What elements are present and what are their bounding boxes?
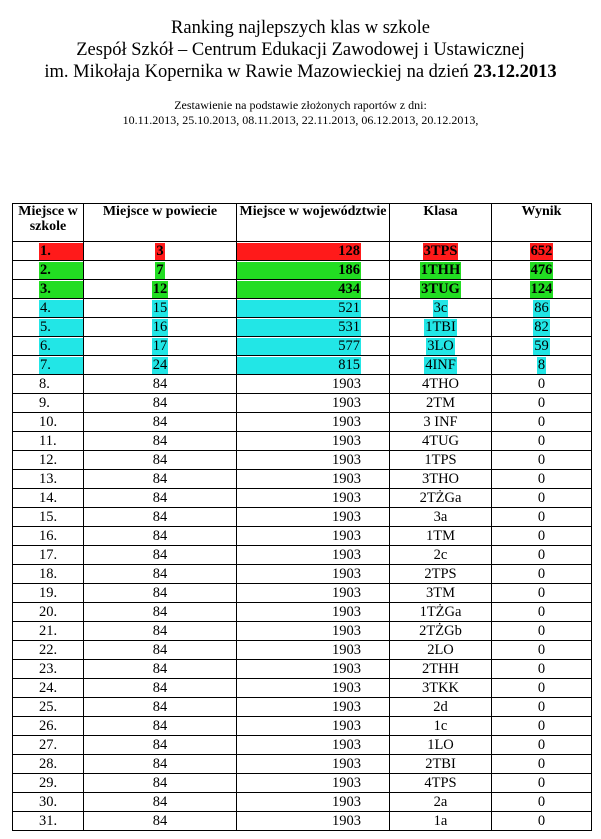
cell-place: 22. [13, 641, 84, 660]
cell-class: 1LO [390, 736, 492, 755]
cell-voivodeship-place [237, 337, 390, 356]
table-row [13, 432, 592, 451]
cell-voivodeship-place: 1903 [237, 622, 390, 641]
cell-place: 9. [13, 394, 84, 413]
table-body [13, 242, 592, 831]
cell-class-highlight: 3LO [427, 337, 454, 354]
table-header-row [13, 204, 592, 242]
cell-place: 19. [13, 584, 84, 603]
cell-score-highlight: 86 [534, 299, 549, 316]
cell-place: 20. [13, 603, 84, 622]
cell-county-place: 84 [84, 413, 237, 432]
cell-score: 0 [492, 413, 592, 432]
cell-county-place: 84 [84, 508, 237, 527]
cell-voivodeship-place: 1903 [237, 679, 390, 698]
table-row [13, 603, 592, 622]
cell-score: 0 [492, 812, 592, 831]
cell-voivodeship-place [237, 242, 390, 261]
ranking-date: 23.12.2013 [473, 62, 557, 82]
table-row [13, 641, 592, 660]
cell-score: 0 [492, 470, 592, 489]
cell-score: 0 [492, 432, 592, 451]
cell-voivodeship-place: 1903 [237, 432, 390, 451]
cell-voivodeship-place [237, 261, 390, 280]
cell-county-place: 84 [84, 812, 237, 831]
cell-place: 12. [13, 451, 84, 470]
cell-voivodeship-place-highlight: 531 [237, 319, 361, 336]
table-row [13, 546, 592, 565]
cell-class-highlight: 1THH [420, 261, 461, 278]
table-row [13, 565, 592, 584]
table-row [13, 793, 592, 812]
table-row [13, 470, 592, 489]
cell-voivodeship-place: 1903 [237, 394, 390, 413]
cell-voivodeship-place: 1903 [237, 413, 390, 432]
cell-score-highlight: 59 [534, 337, 549, 354]
cell-county-place: 84 [84, 717, 237, 736]
report-note-line-1: Zestawienie na podstawie złożonych raportów z dni: [174, 98, 427, 112]
table-row [13, 755, 592, 774]
cell-score: 0 [492, 527, 592, 546]
cell-class: 1TM [390, 527, 492, 546]
cell-county-place: 84 [84, 394, 237, 413]
table-row [13, 736, 592, 755]
cell-class: 3a [390, 508, 492, 527]
header-place-school: Miejsce w szkole [13, 204, 84, 242]
cell-score: 0 [492, 660, 592, 679]
table-row [13, 394, 592, 413]
table-row [13, 698, 592, 717]
cell-score: 0 [492, 584, 592, 603]
table-row [13, 337, 592, 356]
cell-score [492, 242, 592, 261]
cell-score [492, 337, 592, 356]
cell-voivodeship-place: 1903 [237, 546, 390, 565]
title-line-2: Zespół Szkół – Centrum Edukacji Zawodowej i Ustawicznej [76, 40, 525, 60]
cell-place [13, 337, 84, 356]
cell-class: 2TŻGa [390, 489, 492, 508]
cell-voivodeship-place: 1903 [237, 774, 390, 793]
table-row [13, 375, 592, 394]
table-row [13, 356, 592, 375]
cell-score [492, 261, 592, 280]
cell-score [492, 356, 592, 375]
table-row [13, 451, 592, 470]
header-place-county: Miejsce w powiecie [84, 204, 237, 242]
cell-place: 29. [13, 774, 84, 793]
title-line-3 [0, 61, 601, 83]
cell-voivodeship-place: 1903 [237, 375, 390, 394]
cell-place [13, 299, 84, 318]
cell-place-highlight: 1. [39, 243, 83, 260]
cell-county-place: 84 [84, 584, 237, 603]
cell-voivodeship-place: 1903 [237, 508, 390, 527]
cell-place [13, 261, 84, 280]
cell-voivodeship-place [237, 356, 390, 375]
cell-score: 0 [492, 603, 592, 622]
cell-place: 26. [13, 717, 84, 736]
table-row [13, 527, 592, 546]
cell-place: 8. [13, 375, 84, 394]
cell-county-place: 84 [84, 489, 237, 508]
cell-voivodeship-place: 1903 [237, 603, 390, 622]
document-header [0, 17, 601, 128]
cell-score: 0 [492, 679, 592, 698]
cell-county-place [84, 299, 237, 318]
table-row [13, 717, 592, 736]
table-row [13, 584, 592, 603]
cell-place: 27. [13, 736, 84, 755]
cell-class [390, 261, 492, 280]
table-row [13, 660, 592, 679]
cell-county-place: 84 [84, 660, 237, 679]
cell-voivodeship-place: 1903 [237, 660, 390, 679]
table-row [13, 318, 592, 337]
cell-place: 16. [13, 527, 84, 546]
cell-score: 0 [492, 755, 592, 774]
cell-place: 15. [13, 508, 84, 527]
cell-class: 2TŻGb [390, 622, 492, 641]
cell-score-highlight: 82 [534, 318, 549, 335]
cell-place-highlight: 2. [39, 262, 83, 279]
cell-class [390, 356, 492, 375]
cell-class: 1TPS [390, 451, 492, 470]
cell-county-place-highlight: 12 [152, 280, 168, 297]
cell-place-highlight: 4. [39, 300, 83, 317]
cell-score: 0 [492, 793, 592, 812]
cell-place-highlight: 3. [39, 281, 83, 298]
cell-county-place: 84 [84, 565, 237, 584]
cell-score: 0 [492, 622, 592, 641]
cell-class-highlight: 4INF [425, 356, 456, 373]
cell-score [492, 318, 592, 337]
cell-class: 2a [390, 793, 492, 812]
cell-class: 2TM [390, 394, 492, 413]
cell-class: 2TBI [390, 755, 492, 774]
cell-score [492, 280, 592, 299]
table-row [13, 261, 592, 280]
cell-score: 0 [492, 717, 592, 736]
cell-voivodeship-place: 1903 [237, 470, 390, 489]
cell-county-place: 84 [84, 641, 237, 660]
cell-county-place-highlight: 3 [156, 242, 164, 259]
cell-county-place: 84 [84, 603, 237, 622]
cell-class: 2LO [390, 641, 492, 660]
cell-voivodeship-place [237, 280, 390, 299]
cell-county-place [84, 261, 237, 280]
cell-place-highlight: 7. [39, 357, 83, 374]
cell-voivodeship-place: 1903 [237, 584, 390, 603]
cell-score: 0 [492, 451, 592, 470]
cell-score: 0 [492, 736, 592, 755]
cell-place [13, 356, 84, 375]
cell-place: 31. [13, 812, 84, 831]
table-row [13, 242, 592, 261]
cell-county-place: 84 [84, 793, 237, 812]
cell-place [13, 280, 84, 299]
cell-voivodeship-place-highlight: 815 [237, 357, 361, 374]
cell-county-place: 84 [84, 470, 237, 489]
cell-place: 23. [13, 660, 84, 679]
cell-voivodeship-place-highlight: 434 [237, 281, 361, 298]
table-row [13, 489, 592, 508]
cell-class: 4THO [390, 375, 492, 394]
cell-class: 2d [390, 698, 492, 717]
cell-place: 30. [13, 793, 84, 812]
cell-county-place: 84 [84, 432, 237, 451]
cell-county-place: 84 [84, 527, 237, 546]
cell-voivodeship-place: 1903 [237, 812, 390, 831]
cell-voivodeship-place: 1903 [237, 527, 390, 546]
cell-county-place [84, 242, 237, 261]
cell-county-place [84, 356, 237, 375]
cell-class [390, 318, 492, 337]
cell-class [390, 337, 492, 356]
cell-place: 24. [13, 679, 84, 698]
title-line-3-text: im. Mikołaja Kopernika w Rawie Mazowieckiej na dzień [44, 62, 474, 82]
cell-county-place: 84 [84, 755, 237, 774]
table-row [13, 774, 592, 793]
cell-place: 13. [13, 470, 84, 489]
cell-place: 25. [13, 698, 84, 717]
cell-class-highlight: 3c [433, 299, 448, 316]
cell-county-place: 84 [84, 774, 237, 793]
cell-class: 3 INF [390, 413, 492, 432]
cell-class: 1TŻGa [390, 603, 492, 622]
cell-place: 21. [13, 622, 84, 641]
cell-score: 0 [492, 489, 592, 508]
cell-county-place: 84 [84, 546, 237, 565]
report-dates: 10.11.2013, 25.10.2013, 08.11.2013, 22.11.2013, 06.12.2013, 20.12.2013, [122, 113, 479, 127]
cell-place-highlight: 6. [39, 338, 83, 355]
cell-county-place: 84 [84, 451, 237, 470]
cell-county-place: 84 [84, 622, 237, 641]
cell-class-highlight: 3TPS [423, 242, 458, 259]
cell-county-place [84, 337, 237, 356]
cell-county-place-highlight: 15 [152, 299, 168, 316]
cell-class: 3TKK [390, 679, 492, 698]
cell-class-highlight: 3TUG [421, 280, 460, 297]
table-row [13, 299, 592, 318]
cell-class: 3TM [390, 584, 492, 603]
cell-county-place-highlight: 17 [152, 337, 168, 354]
cell-voivodeship-place: 1903 [237, 793, 390, 812]
cell-place [13, 318, 84, 337]
cell-county-place-highlight: 7 [156, 261, 164, 278]
cell-class [390, 299, 492, 318]
header-score: Wynik [492, 204, 592, 242]
cell-voivodeship-place: 1903 [237, 755, 390, 774]
cell-score: 0 [492, 375, 592, 394]
title-line-1: Ranking najlepszych klas w szkole [171, 18, 430, 38]
cell-score: 0 [492, 508, 592, 527]
cell-place-highlight: 5. [39, 319, 83, 336]
cell-place: 28. [13, 755, 84, 774]
table-row [13, 280, 592, 299]
cell-county-place-highlight: 24 [152, 356, 168, 373]
cell-county-place-highlight: 16 [152, 318, 168, 335]
cell-score: 0 [492, 641, 592, 660]
ranking-table [12, 203, 592, 831]
cell-voivodeship-place: 1903 [237, 698, 390, 717]
cell-voivodeship-place-highlight: 186 [237, 262, 361, 279]
cell-class-highlight: 1TBI [425, 318, 456, 335]
cell-score: 0 [492, 565, 592, 584]
cell-score: 0 [492, 546, 592, 565]
cell-voivodeship-place: 1903 [237, 565, 390, 584]
cell-voivodeship-place-highlight: 521 [237, 300, 361, 317]
cell-class: 2THH [390, 660, 492, 679]
cell-score [492, 299, 592, 318]
cell-county-place: 84 [84, 698, 237, 717]
table-row [13, 622, 592, 641]
cell-class: 1c [390, 717, 492, 736]
cell-place: 11. [13, 432, 84, 451]
cell-voivodeship-place: 1903 [237, 736, 390, 755]
cell-voivodeship-place-highlight: 577 [237, 338, 361, 355]
cell-place: 17. [13, 546, 84, 565]
table-row [13, 812, 592, 831]
header-place-voivodeship: Miejsce w województwie [237, 204, 390, 242]
cell-place: 10. [13, 413, 84, 432]
cell-score: 0 [492, 698, 592, 717]
cell-score: 0 [492, 394, 592, 413]
cell-place: 18. [13, 565, 84, 584]
cell-county-place: 84 [84, 679, 237, 698]
cell-score-highlight: 124 [530, 280, 553, 297]
cell-place: 14. [13, 489, 84, 508]
cell-voivodeship-place-highlight: 128 [237, 243, 361, 260]
cell-class: 1a [390, 812, 492, 831]
table-row [13, 413, 592, 432]
cell-county-place: 84 [84, 375, 237, 394]
cell-voivodeship-place: 1903 [237, 451, 390, 470]
cell-class: 3THO [390, 470, 492, 489]
cell-score-highlight: 476 [530, 261, 553, 278]
cell-voivodeship-place [237, 318, 390, 337]
cell-class [390, 242, 492, 261]
cell-voivodeship-place: 1903 [237, 489, 390, 508]
cell-class: 4TUG [390, 432, 492, 451]
cell-voivodeship-place: 1903 [237, 717, 390, 736]
cell-score-highlight: 652 [530, 242, 553, 259]
cell-voivodeship-place [237, 299, 390, 318]
cell-score: 0 [492, 774, 592, 793]
cell-score-highlight: 8 [537, 356, 546, 373]
cell-county-place [84, 280, 237, 299]
table-row [13, 679, 592, 698]
cell-county-place [84, 318, 237, 337]
cell-voivodeship-place: 1903 [237, 641, 390, 660]
table-row [13, 508, 592, 527]
cell-place [13, 242, 84, 261]
cell-class: 2c [390, 546, 492, 565]
header-class: Klasa [390, 204, 492, 242]
cell-class: 2TPS [390, 565, 492, 584]
cell-class: 4TPS [390, 774, 492, 793]
cell-class [390, 280, 492, 299]
cell-county-place: 84 [84, 736, 237, 755]
